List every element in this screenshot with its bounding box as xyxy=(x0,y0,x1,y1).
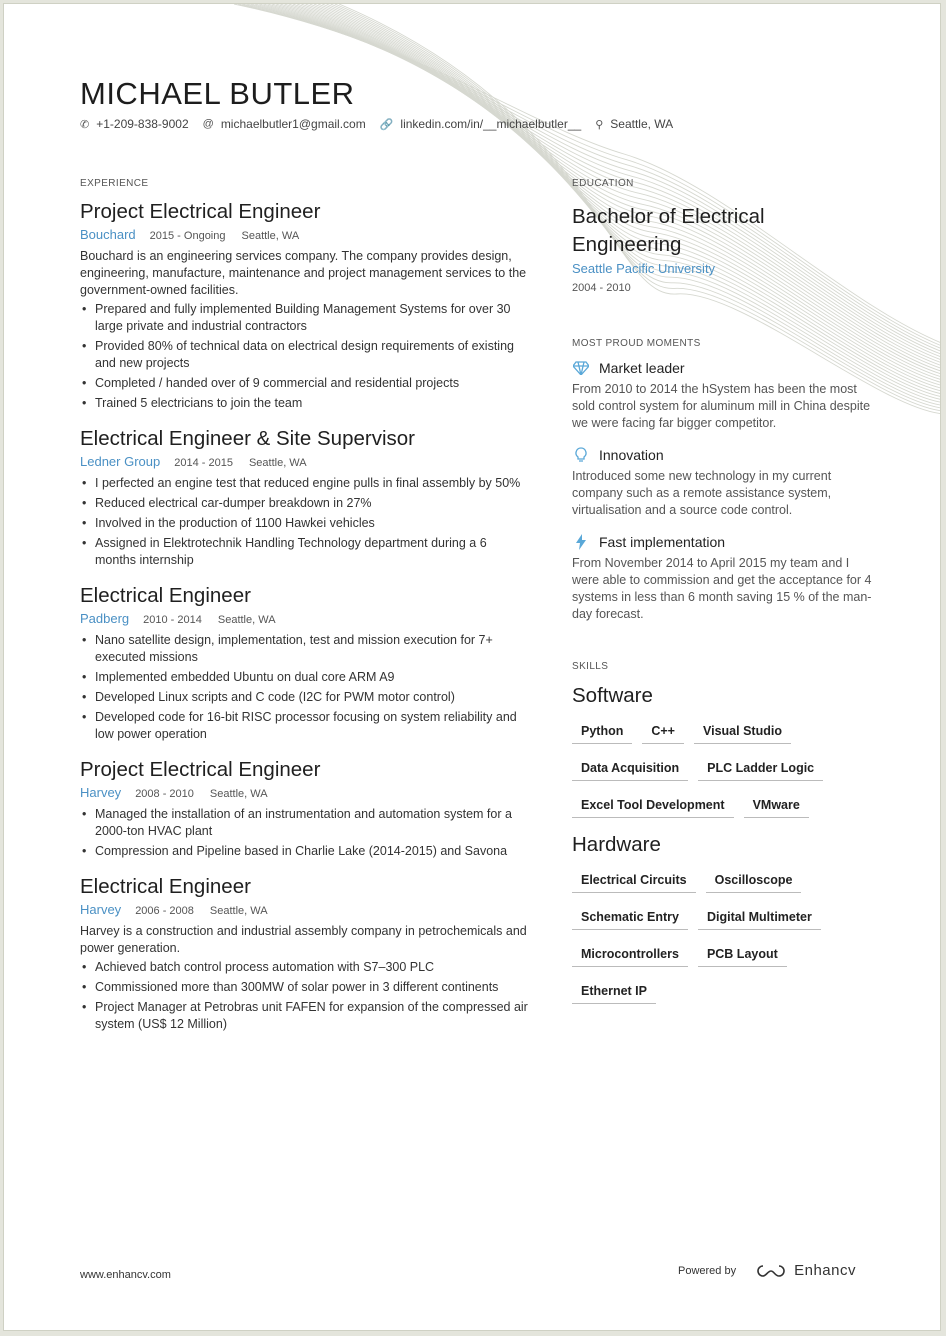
link-icon: 🔗 xyxy=(379,118,394,131)
job-dates: 2010 - 2014 xyxy=(143,614,202,626)
moment-title: Market leader xyxy=(599,360,685,376)
education-years: 2004 - 2010 xyxy=(572,282,631,294)
diamond-icon xyxy=(572,359,590,377)
skill-tag: Electrical Circuits xyxy=(572,869,696,893)
brand-name: Enhancv xyxy=(794,1262,856,1279)
job-description: Harvey is a construction and industrial assembly company in petrochemicals and power generation. xyxy=(80,924,527,955)
job-location: Seattle, WA xyxy=(209,788,268,800)
lightning-icon xyxy=(572,533,590,551)
job-bullets xyxy=(80,301,530,412)
bullet-item: • Nano satellite design, implementation, test and mission execution for 7+ executed missions xyxy=(80,632,530,666)
company-link[interactable]: Bouchard xyxy=(80,227,136,242)
job-bullets xyxy=(80,632,530,743)
company-link[interactable]: Ledner Group xyxy=(80,454,161,469)
job-entry xyxy=(80,757,530,860)
skill-tag: PCB Layout xyxy=(698,943,787,967)
skill-tag: C++ xyxy=(642,720,684,744)
skills-section xyxy=(572,661,872,1017)
skill-tag: Visual Studio xyxy=(694,720,791,744)
company-link[interactable]: Harvey xyxy=(80,785,122,800)
bullet-item: • Completed / handed over of 9 commercial and residential projects xyxy=(80,375,530,392)
bullet-item: • Implemented embedded Ubuntu on dual core ARM A9 xyxy=(80,669,530,686)
job-dates: 2006 - 2008 xyxy=(135,905,194,917)
skills-tags xyxy=(572,869,872,1017)
skills-tags xyxy=(572,720,872,831)
bullet-item: • Compression and Pipeline based in Charlie Lake (2014-2015) and Savona xyxy=(80,843,530,860)
moment-title: Innovation xyxy=(599,447,664,463)
job-location: Seattle, WA xyxy=(241,230,300,242)
bullet-item: • Assigned in Elektrotechnik Handling Technology department during a 6 months internship xyxy=(80,535,530,569)
job-title: Project Electrical Engineer xyxy=(80,200,321,223)
moment-text: Introduced some new technology in my current company such as a remote assistance system, virtualisation and a source code control. xyxy=(572,469,832,517)
job-title: Electrical Engineer xyxy=(80,875,251,898)
moments-section xyxy=(572,338,872,623)
contact-location xyxy=(595,117,673,131)
skills-group-title: Software xyxy=(572,684,653,707)
brand-logo[interactable] xyxy=(754,1262,856,1279)
moment-item xyxy=(572,446,872,519)
job-entry xyxy=(80,874,530,1033)
job-bullets xyxy=(80,475,530,569)
enhancv-logo-icon xyxy=(754,1263,788,1279)
degree-title: Bachelor of Electrical Engineering xyxy=(572,205,765,256)
job-title: Electrical Engineer & Site Supervisor xyxy=(80,427,415,450)
job-location: Seattle, WA xyxy=(209,905,268,917)
bullet-item: • Developed Linux scripts and C code (I2C for PWM motor control) xyxy=(80,689,530,706)
job-location: Seattle, WA xyxy=(248,457,307,469)
bullet-item: • Trained 5 electricians to join the team xyxy=(80,395,530,412)
bullet-item: • Prepared and fully implemented Building Management Systems for over 30 large private and industrial contractors xyxy=(80,301,530,335)
bullet-item: • Managed the installation of an instrumentation and automation system for a 2000-ton HVAC plant xyxy=(80,806,530,840)
moment-text: From November 2014 to April 2015 my team and I were able to commission and get the acceptance for 4 systems in less than 6 month saving 15 % of the man-day forecast. xyxy=(572,556,872,621)
skill-tag: Ethernet IP xyxy=(572,980,656,1004)
bullet-item: • Commissioned more than 300MW of solar power in 3 different continents xyxy=(80,979,530,996)
skill-tag: VMware xyxy=(744,794,809,818)
job-entry xyxy=(80,199,530,412)
bullet-item: • Provided 80% of technical data on electrical design requirements of existing and new projects xyxy=(80,338,530,372)
job-bullets xyxy=(80,806,530,860)
skill-tag: Data Acquisition xyxy=(572,757,688,781)
company-link[interactable]: Harvey xyxy=(80,902,122,917)
bullet-item: • Project Manager at Petrobras unit FAFEN for expansion of the compressed air system (US$ 12 Million) xyxy=(80,999,530,1033)
phone-icon: ✆ xyxy=(80,118,90,131)
bullet-item: • Reduced electrical car-dumper breakdown in 27% xyxy=(80,495,530,512)
right-column xyxy=(572,178,872,1017)
skill-tag: Digital Multimeter xyxy=(698,906,821,930)
candidate-name: MICHAEL BUTLER xyxy=(80,76,355,111)
email-text: michaelbutler1@gmail.com xyxy=(220,117,366,131)
section-heading-experience: EXPERIENCE xyxy=(80,178,149,189)
phone-text: +1-209-838-9002 xyxy=(96,117,189,131)
moment-item xyxy=(572,533,872,623)
experience-section xyxy=(80,178,530,1036)
company-link[interactable]: Padberg xyxy=(80,611,130,626)
lightbulb-icon xyxy=(572,446,590,464)
job-bullets xyxy=(80,959,530,1033)
skill-tag: Microcontrollers xyxy=(572,943,688,967)
footer-brand xyxy=(678,1262,856,1279)
skill-tag: Oscilloscope xyxy=(706,869,802,893)
section-heading-skills: SKILLS xyxy=(572,661,609,672)
contact-phone[interactable] xyxy=(80,117,189,131)
job-description: Bouchard is an engineering services company. The company provides design, engineering, manufacture, maintenance and project management services to the government-owned facilities. xyxy=(80,249,527,297)
footer-website-link[interactable]: www.enhancv.com xyxy=(80,1269,171,1281)
bullet-item: • Achieved batch control process automation with S7–300 PLC xyxy=(80,959,530,976)
job-location: Seattle, WA xyxy=(217,614,276,626)
contact-linkedin[interactable] xyxy=(380,117,581,131)
moment-title: Fast implementation xyxy=(599,534,726,550)
bullet-item: • Involved in the production of 1100 Hawkei vehicles xyxy=(80,515,530,532)
job-title: Electrical Engineer xyxy=(80,584,251,607)
bullet-item: • Developed code for 16-bit RISC processor focusing on system reliability and low power operation xyxy=(80,709,530,743)
section-heading-moments: MOST PROUD MOMENTS xyxy=(572,338,701,349)
powered-by-label: Powered by xyxy=(678,1264,737,1277)
education-section xyxy=(572,178,872,294)
bullet-item: • I perfected an engine test that reduced engine pulls in final assembly by 50% xyxy=(80,475,530,492)
job-dates: 2014 - 2015 xyxy=(174,457,233,469)
moment-item xyxy=(572,359,872,432)
job-entry xyxy=(80,583,530,743)
school-link[interactable]: Seattle Pacific University xyxy=(572,261,716,276)
job-dates: 2015 - Ongoing xyxy=(149,230,226,242)
moment-text: From 2010 to 2014 the hSystem has been the most sold control system for aluminum mill in China despite we were facing far bigger competitor. xyxy=(572,382,871,430)
email-icon: @ xyxy=(202,118,214,130)
skill-tag: Schematic Entry xyxy=(572,906,688,930)
job-dates: 2008 - 2010 xyxy=(135,788,194,800)
skill-tag: PLC Ladder Logic xyxy=(698,757,823,781)
skill-tag: Python xyxy=(572,720,632,744)
location-text: Seattle, WA xyxy=(610,117,674,131)
location-icon: ⚲ xyxy=(595,118,604,131)
section-heading-education: EDUCATION xyxy=(572,178,634,189)
linkedin-text: linkedin.com/in/__michaelbutler__ xyxy=(400,117,582,131)
job-title: Project Electrical Engineer xyxy=(80,758,321,781)
contact-email[interactable] xyxy=(203,117,366,131)
job-entry xyxy=(80,426,530,569)
skills-group-title: Hardware xyxy=(572,833,661,856)
skill-tag: Excel Tool Development xyxy=(572,794,734,818)
resume-page xyxy=(3,3,941,1331)
contact-bar xyxy=(80,117,687,131)
